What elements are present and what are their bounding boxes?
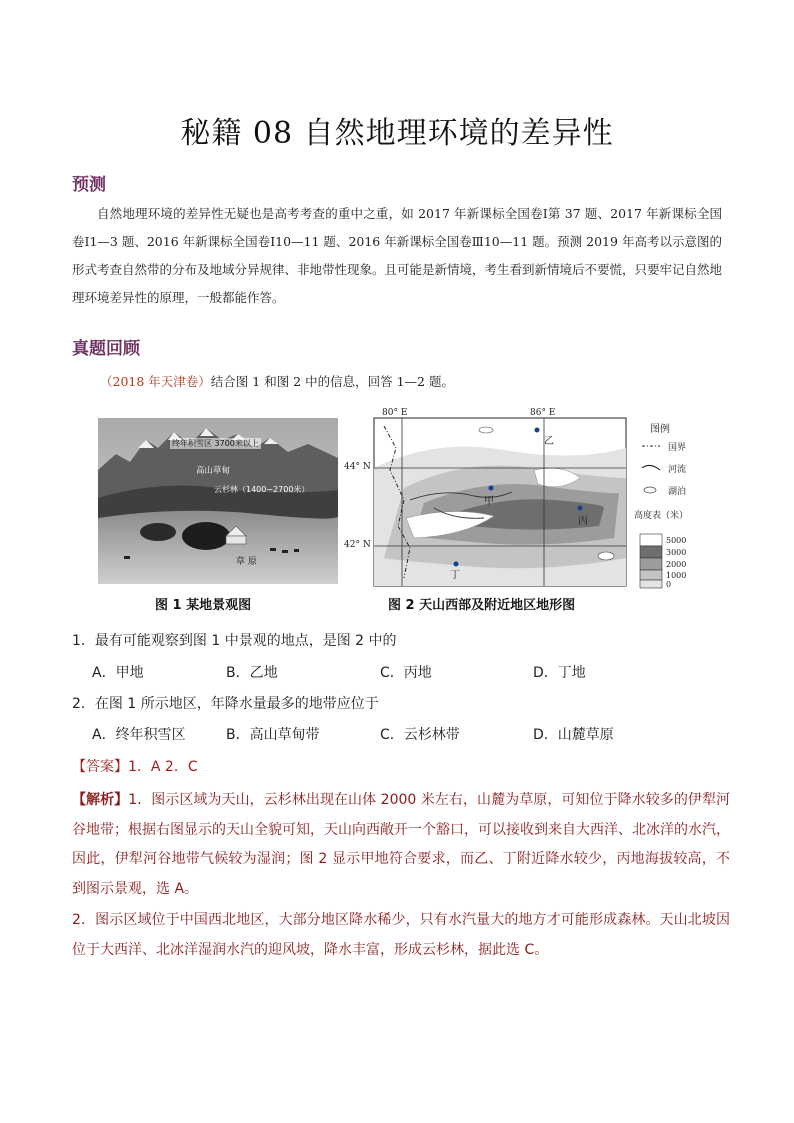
source-line	[100, 372, 454, 390]
analysis-paragraph-2: 2．图示区域位于中国西北地区，大部分地区降水稀少，只有水汽量大的地方才可能形成森林。天山北坡因位于大西洋、北冰洋湿润水汽的迎风坡，降水丰富，形成云杉林，据此选 C。	[72, 912, 730, 958]
legend-lake: 湖泊	[668, 487, 687, 497]
map-lon-80: 80° E	[382, 408, 408, 418]
map-place-yi: 乙	[544, 436, 554, 447]
legend-river: 河流	[668, 465, 687, 475]
page-title: 秘籍 08 自然地理环境的差异性	[180, 116, 614, 151]
legend-elev-5000: 5000	[666, 536, 687, 545]
map-lon-86: 86° E	[530, 408, 556, 418]
question-1-option-a: A．甲地	[92, 665, 144, 681]
legend-elev-2000: 2000	[666, 560, 687, 569]
legend-elev-1000: 1000	[666, 571, 687, 580]
legend-border: 国界	[668, 443, 687, 453]
figure1-landscape-photo	[98, 418, 338, 584]
figure2-caption: 图 2 天山西部及附近地区地形图	[388, 598, 576, 613]
question-2-option-b: B．高山草甸带	[226, 727, 320, 743]
answer-line	[72, 756, 198, 776]
question-2-option-d: D．山麓草原	[533, 727, 614, 743]
legend-title: 图例	[650, 424, 670, 435]
figure1-caption: 图 1 某地景观图	[155, 598, 252, 613]
analysis-text-1: 1．图示区域为天山，云杉林出现在山体 2000 米左右，山麓为草原，可知位于降水较多的伊犁河谷地带；根据右图显示的天山全貌可知，天山向西敞开一个豁口，可以接收到来自大西洋、北冰洋的水汽，因此，伊犁河谷地带气候较为湿润；图 2 显示甲地符合要求，而乙、丁附近降水较少，丙地海拔较高，不到图示景观，选 A。	[72, 792, 731, 897]
legend-elev-0: 0	[666, 580, 672, 589]
section-heading-predict: 预测	[72, 175, 106, 195]
analysis-tag: 【解析】	[72, 792, 129, 808]
answer-text: 1．A 2．C	[128, 759, 198, 775]
analysis-paragraph-1	[72, 786, 730, 904]
map-place-ding: 丁	[450, 570, 460, 581]
legend-elev-3000: 3000	[666, 548, 687, 557]
question-2-option-a: A．终年积雪区	[92, 727, 186, 743]
question-1-option-b: B．乙地	[226, 665, 278, 681]
photo-label-snow: 终年积雪区 3700米以上	[172, 439, 259, 448]
source-text: 结合图 1 和图 2 中的信息，回答 1—2 题。	[210, 374, 454, 389]
figure2-terrain-map	[344, 408, 724, 590]
answer-tag: 【答案】	[72, 759, 128, 775]
question-1-option-d: D．丁地	[533, 665, 586, 681]
legend-elevation-title: 高度表（米）	[634, 511, 689, 521]
map-place-jia: 甲	[484, 496, 494, 507]
predict-paragraph: 自然地理环境的差异性无疑也是高考考查的重中之重，如 2017 年新课标全国卷Ⅰ第 37 题、2017 年新课标全国卷Ⅰ1—3 题、2016 年新课标全国卷Ⅰ10—11 题、2016 年新课标全国卷Ⅲ10—11 题。预测 2019 年高考以示意图的形式考查自然带的分布及地域分异规律、非地带性现象。且可能是新情境，考生看到新情境后不要慌，只要牢记自然地理环境差异性的原理，一般都能作答。	[72, 206, 723, 305]
map-lat-42: 42° N	[344, 540, 371, 550]
photo-label-spruce: 云杉林（1400~2700米）	[214, 485, 310, 494]
photo-label-meadow: 高山草甸	[196, 466, 231, 476]
section-heading-review: 真题回顾	[72, 339, 140, 359]
photo-label-steppe: 草 原	[236, 557, 257, 567]
question-2-stem: 2．在图 1 所示地区，年降水量最多的地带应位于	[72, 696, 379, 712]
question-1-option-c: C．丙地	[380, 665, 432, 681]
question-2-option-c: C．云杉林带	[380, 727, 460, 743]
map-lat-44: 44° N	[344, 462, 371, 472]
question-1-stem: 1．最有可能观察到图 1 中景观的地点，是图 2 中的	[72, 633, 397, 649]
map-place-bing: 丙	[578, 516, 588, 527]
source-tag: （2018 年天津卷）	[100, 374, 211, 389]
